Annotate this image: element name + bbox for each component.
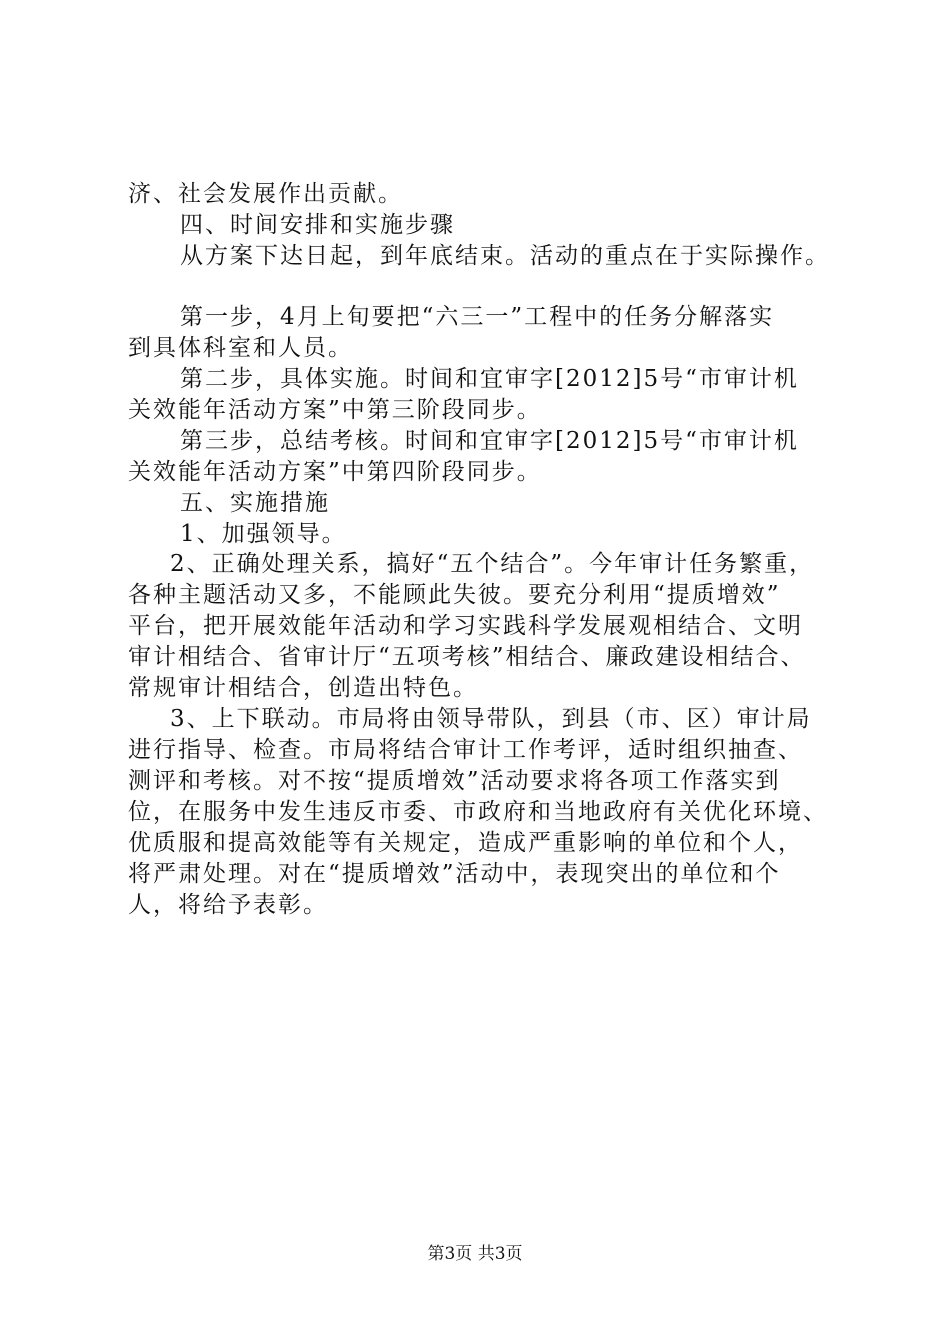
body-text-line: 优质服和提高效能等有关规定，造成严重影响的单位和个人，: [128, 830, 803, 856]
body-text-line: 1、加强领导。: [180, 521, 347, 547]
section-heading: 五、实施措施: [180, 490, 330, 516]
body-text-line: 将严肃处理。对在“提质增效”活动中，表现突出的单位和个: [128, 861, 781, 887]
section-heading: 四、时间安排和实施步骤: [180, 212, 455, 238]
body-text-line: 济、社会发展作出贡献。: [128, 181, 403, 207]
body-text-line: 位，在服务中发生违反市委、市政府和当地政府有关优化环境、: [128, 799, 828, 825]
body-text-line: 进行指导、检查。市局将结合审计工作考评，适时组织抽查、: [128, 737, 803, 763]
body-text-line: 到具体科室和人员。: [128, 335, 353, 361]
body-text-line: 测评和考核。对不按“提质增效”活动要求将各项工作落实到: [128, 768, 781, 794]
page-number-footer: 第3页 共3页: [427, 1244, 523, 1264]
body-text-line: 人，将给予表彰。: [128, 892, 328, 918]
body-text-line: 第二步，具体实施。时间和宜审字[2012]5号“市审计机: [180, 366, 799, 392]
body-text-line: 第一步，4月上旬要把“六三一”工程中的任务分解落实: [180, 304, 775, 330]
body-text-line: 各种主题活动又多，不能顾此失彼。要充分利用“提质增效”: [128, 582, 781, 608]
body-text-line: 关效能年活动方案”中第三阶段同步。: [128, 397, 542, 423]
body-text-line: 3、上下联动。市局将由领导带队，到县（市、区）审计局: [170, 706, 812, 732]
body-text-line: 审计相结合、省审计厅“五项考核”相结合、廉政建设相结合、: [128, 644, 806, 670]
body-text-line: 常规审计相结合，创造出特色。: [128, 675, 478, 701]
body-text-line: 关效能年活动方案”中第四阶段同步。: [128, 459, 542, 485]
body-text-line: 平台，把开展效能年活动和学习实践科学发展观相结合、文明: [128, 613, 803, 639]
body-text-line: 第三步，总结考核。时间和宜审字[2012]5号“市审计机: [180, 428, 799, 454]
body-text-line: 从方案下达日起，到年底结束。活动的重点在于实际操作。: [180, 243, 830, 269]
body-text-line: 2、正确处理关系，搞好“五个结合”。今年审计任务繁重，: [170, 551, 815, 577]
